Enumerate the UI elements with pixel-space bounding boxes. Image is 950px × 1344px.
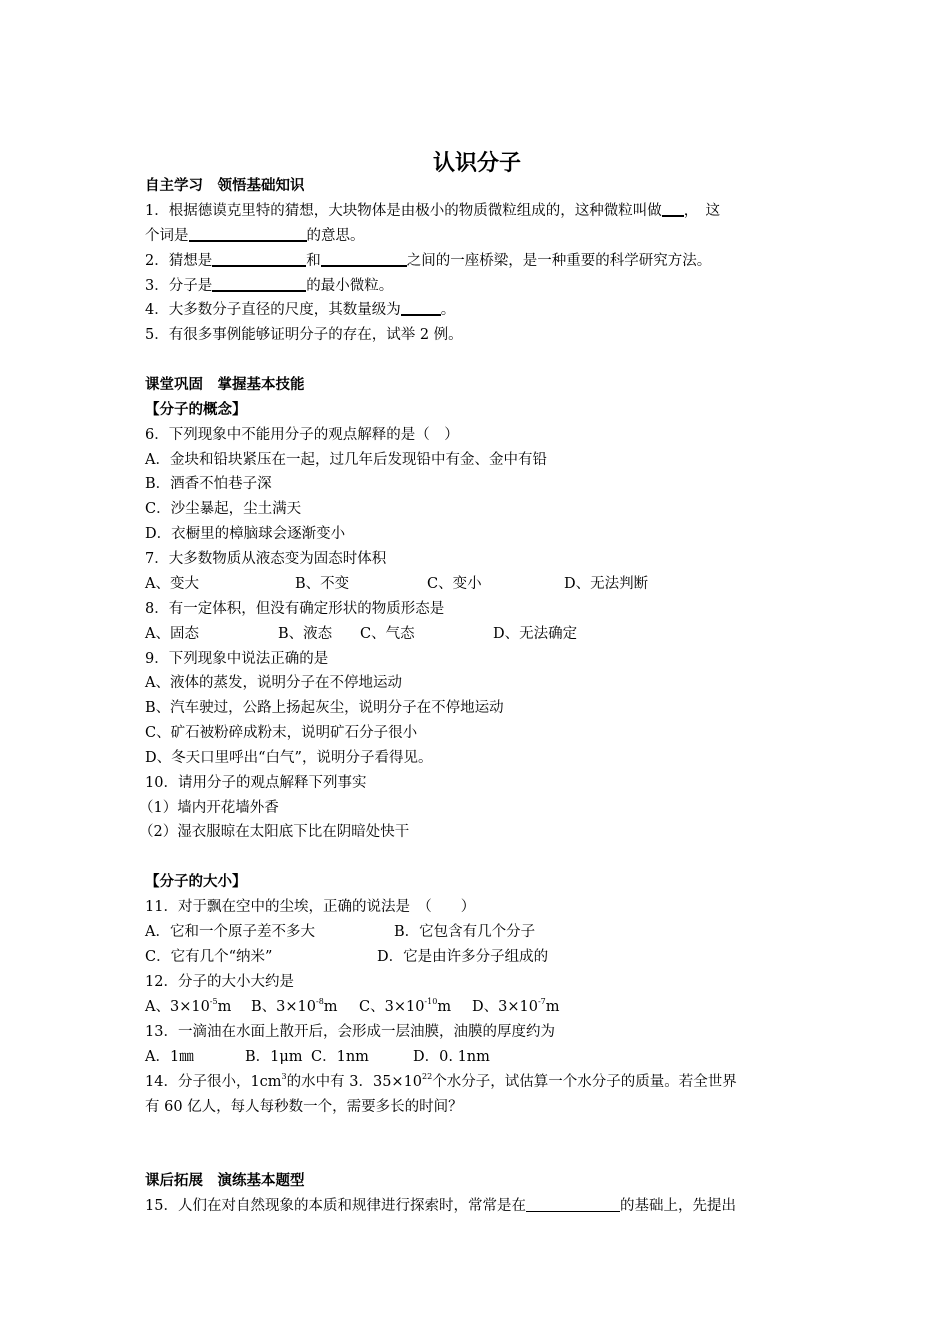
question-12: 12．分子的大小大约是 xyxy=(145,974,294,990)
q13-option-c: C．1nm xyxy=(311,1049,369,1065)
q9-option-d: D、冬天口里呼出“白气”，说明分子看得见。 xyxy=(145,750,433,766)
question-15: 15．人们在对自然现象的本质和规律进行探索时，常常是在 的基础上，先提出 xyxy=(145,1194,736,1218)
question-13: 13．一滴油在水面上散开后，会形成一层油膜，油膜的厚度约为 xyxy=(145,1024,555,1040)
question-1: 1．根据德谟克里特的猜想，大块物体是由极小的物质微粒组成的，这种微粒叫做 ， 这 xyxy=(145,199,809,223)
answer-blank[interactable] xyxy=(662,199,684,217)
q10-part-1: （1）墙内开花墙外香 xyxy=(139,800,279,816)
q12-option-d: D、$3\times 10^{-7}m$ xyxy=(472,997,560,1015)
answer-blank[interactable] xyxy=(401,298,441,316)
q8-option-a: A、固态 xyxy=(145,626,199,642)
subsection-size: 【分子的大小】 xyxy=(145,874,247,890)
question-3: 3．分子是 的最小微粒。 xyxy=(145,274,393,298)
q11-option-d: D．它是由许多分子组成的 xyxy=(377,949,549,965)
q10-part-2: （2）湿衣服晾在太阳底下比在阴暗处快干 xyxy=(139,824,410,840)
q6-option-c: C．沙尘暴起，尘土满天 xyxy=(145,501,302,517)
question-11: 11．对于飘在空中的尘埃，正确的说法是 （ ） xyxy=(145,899,476,915)
page-title: 认识分子 xyxy=(432,151,521,176)
q8-option-c: C、气态 xyxy=(360,626,415,642)
q8-option-d: D、无法确定 xyxy=(493,626,578,642)
question-10: 10．请用分子的观点解释下列事实 xyxy=(145,775,367,791)
q11-option-b: B．它包含有几个分子 xyxy=(394,924,536,940)
q9-option-b: B、汽车驶过，公路上扬起灰尘，说明分子在不停地运动 xyxy=(145,700,504,716)
subsection-concept: 【分子的概念】 xyxy=(145,402,247,418)
answer-blank[interactable] xyxy=(321,249,407,267)
q12-option-a: A、$3\times 10^{-5}m$ xyxy=(145,997,232,1015)
q13-option-b: B．1μm xyxy=(245,1049,303,1065)
answer-blank[interactable] xyxy=(212,249,306,267)
q7-option-a: A、变大 xyxy=(145,576,199,592)
question-4: 4．大多数分子直径的尺度，其数量级为 。 xyxy=(145,298,455,322)
q8-option-b: B、液态 xyxy=(278,626,333,642)
question-14: 14．分子很小，$1cm^3$的水中有 3．$35\times 10^{22}$个水分子，试估算一个水分子的质量。若全世界 xyxy=(145,1072,737,1090)
question-14-cont: 有 60 亿人，每人每秒数一个，需要多长的时间？ xyxy=(145,1099,463,1115)
question-9: 9．下列现象中说法正确的是 xyxy=(145,651,329,667)
question-1-cont: 个词是 的意思。 xyxy=(145,224,365,248)
section-heading-self-study: 自主学习 领悟基础知识 xyxy=(145,178,305,194)
q7-option-d: D、无法判断 xyxy=(564,576,649,592)
q7-option-c: C、变小 xyxy=(427,576,482,592)
q6-option-a: A．金块和铅块紧压在一起，过几年后发现铅中有金、金中有铅 xyxy=(145,452,547,468)
q11-option-a: A．它和一个原子差不多大 xyxy=(145,924,315,940)
q9-option-a: A、液体的蒸发，说明分子在不停地运动 xyxy=(145,675,402,691)
question-6: 6．下列现象中不能用分子的观点解释的是（ ） xyxy=(145,427,459,443)
question-8: 8．有一定体积，但没有确定形状的物质形态是 xyxy=(145,601,445,617)
q13-option-a: A．1㎜ xyxy=(145,1049,194,1065)
q7-option-b: B、不变 xyxy=(295,576,350,592)
q11-option-c: C．它有几个“纳米” xyxy=(145,949,273,965)
section-heading-classroom: 课堂巩固 掌握基本技能 xyxy=(145,377,305,393)
answer-blank[interactable] xyxy=(212,274,306,292)
answer-blank[interactable] xyxy=(526,1195,620,1212)
q12-option-b: B、$3\times 10^{-8}m$ xyxy=(251,997,338,1015)
question-2: 2．猜想是 和 之间的一座桥梁，是一种重要的科学研究方法。 xyxy=(145,249,711,273)
question-7: 7．大多数物质从液态变为固态时体积 xyxy=(145,551,387,567)
q6-option-b: B．酒香不怕巷子深 xyxy=(145,476,272,492)
question-5: 5．有很多事例能够证明分子的存在，试举 2 例。 xyxy=(145,327,463,343)
q6-option-d: D．衣橱里的樟脑球会逐渐变小 xyxy=(145,526,346,542)
q9-option-c: C、矿石被粉碎成粉末，说明矿石分子很小 xyxy=(145,725,418,741)
answer-blank[interactable] xyxy=(189,224,307,242)
q13-option-d: D．0. 1nm xyxy=(413,1049,490,1065)
section-heading-after-class: 课后拓展 演练基本题型 xyxy=(145,1173,305,1189)
q12-option-c: C、$3\times 10^{-10}m$ xyxy=(359,997,452,1015)
